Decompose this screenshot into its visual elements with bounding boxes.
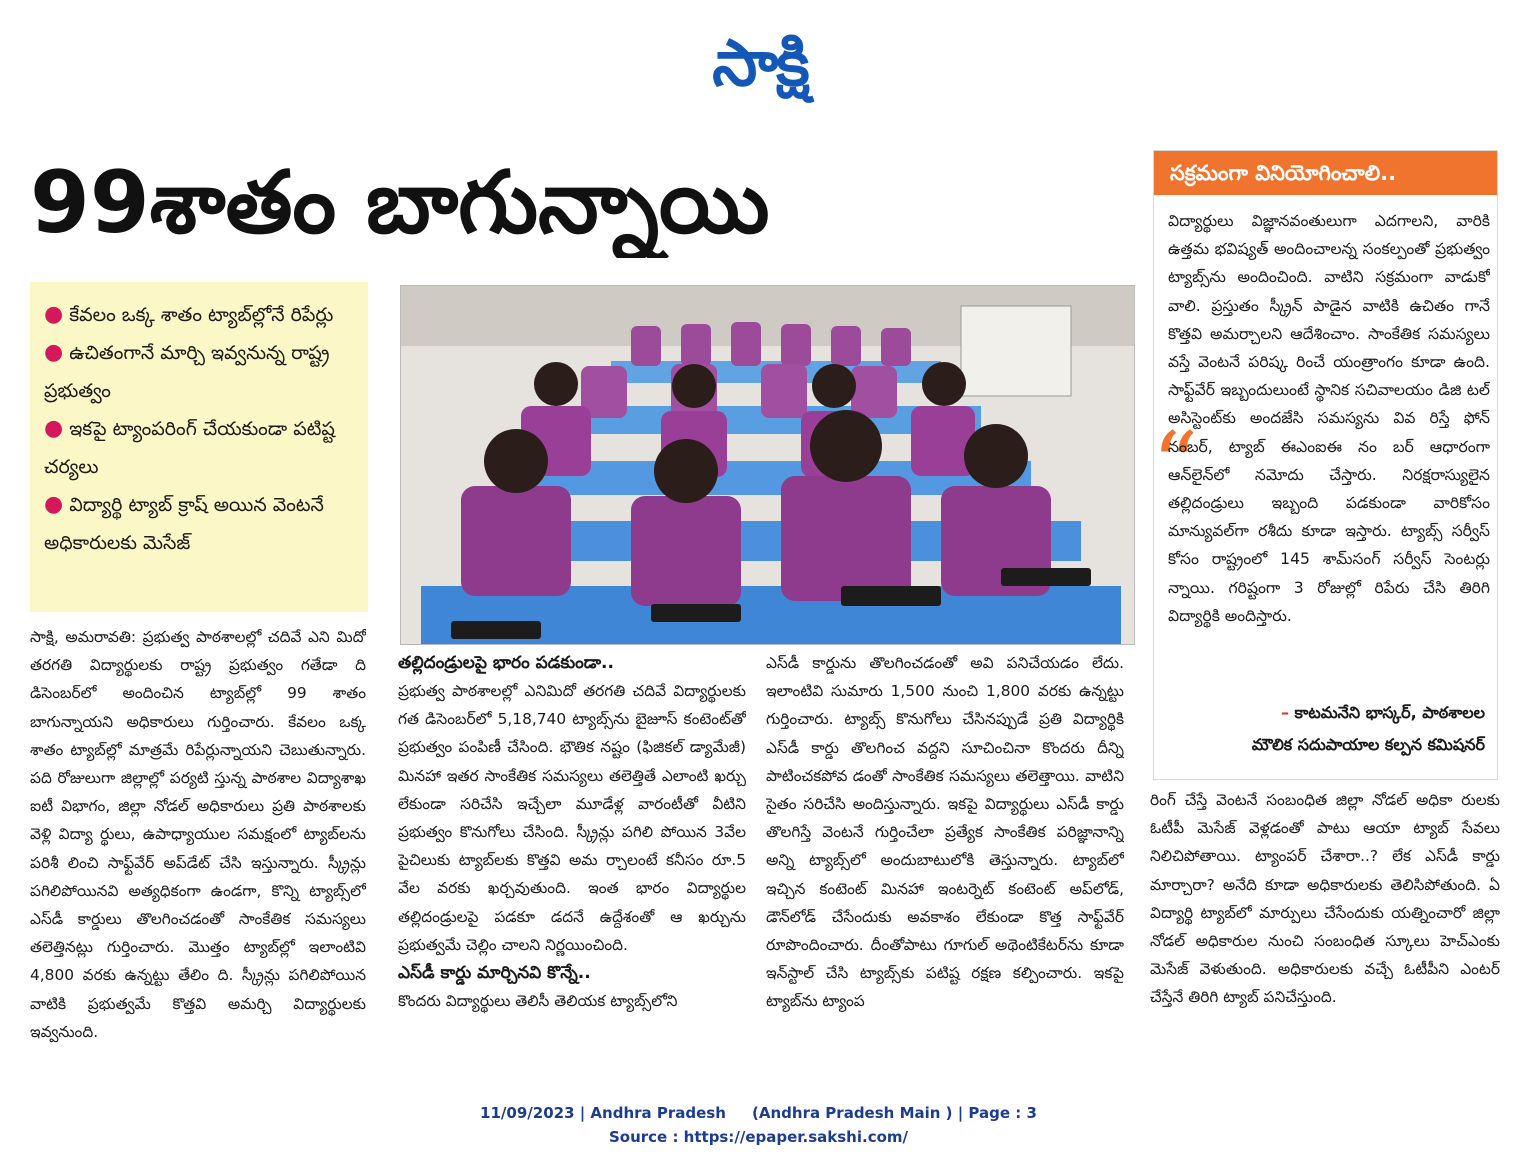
footer-date-edition: 11/09/2023 | Andhra Pradesh (Andhra Pradesh Main ) | Page : 3 [480,1104,1037,1122]
article-column-4 [1150,786,1500,1076]
masthead-logo: సాక్షి [712,27,808,101]
article-paragraph: ప్రభుత్వ పాఠశాలల్లో ఎనిమిదో తరగతి చదివే విద్యార్థులకు గత డిసెంబర్‌లో 5,18,740 ట్యాబ్స్‌ను బైజూస్ కంటెంట్‌తో ప్రభుత్వం పంపిణీ చేసింది. భౌతిక నష్టం (ఫిజికల్ డ్యామేజీ) మినహా ఇతర సాంకేతిక సమస్యలు తలెత్తితే ఎలాంటి ఖర్చు లేకుండా సరిచేసి ఇచ్చేలా మూడేళ్ల వారంటీతో వీటిని ప్రభుత్వం కొనుగోలు చేసింది. స్క్రీన్లు పగిలి పోయిన 3వేల పైచిలుకు ట్యాబ్‌లకు కొత్తవి అమ ర్చాలంటే కనీసం రూ.5 వేల వరకు ఖర్చవుతుంది. ఇంత భారం విద్యార్థుల తల్లిదండ్రులపై పడకూ డదనే ఉద్దేశంతో ఆ ఖర్చును ప్రభుత్వమే చెల్లిం చాలని నిర్ణయించింది. [398,682,746,954]
bullet-icon: ● [44,340,64,365]
bullet-icon: ● [44,302,64,327]
article-paragraph: సాక్షి, అమరావతి: ప్రభుత్వ పాఠశాలల్లో చదివే ఎని మిదో తరగతి విద్యార్థులకు రాష్ట్ర ప్రభుత్వం గతేడా ది డిసెంబర్‌లో అందించిన ట్యాబ్‌ల్లో 99 శాతం బాగున్నాయని అధికారులు గుర్తించారు. కేవలం ఒక్క శాతం ట్యాబ్‌ల్లో మాత్రమే రిపేర్లున్నాయని చెబుతున్నారు. పది రోజులుగా జిల్లాల్లో పర్యటి స్తున్న పాఠశాల విద్యాశాఖ ఐటీ విభాగం, జిల్లా నోడల్ అధికారులు ప్రతి పాఠశాలకు వెళ్లి విద్యా ర్థులు, ఉపాధ్యాయుల సమక్షంలో ట్యాబ్‌లను పరిశీ లించి సాఫ్ట్‌వేర్ అప్‌డేట్ చేసి ఇస్తున్నారు. స్క్రీన్లు పగిలిపోయినవి అత్యధికంగా ఉండగా, కొన్ని ట్యాబ్స్‌లో ఎస్‌డీ కార్డులు తొలగించడంతో సాంకేతిక సమస్యలు తలెత్తినట్లు గుర్తించారు. మొత్తం ట్యాబ్‌ల్లో ఇలాంటివి 4,800 వరకు ఉన్నట్టు తేలిం ది. స్క్రీన్లు పగిలిపోయిన వాటికి ప్రభుత్వమే కొత్తవి అమర్చి విద్యార్థులకు ఇవ్వనుంది. [30,628,366,1041]
quote-icon: “ [1152,413,1199,518]
highlight-item: ● విద్యార్థి ట్యాబ్ క్రాష్ అయిన వెంటనే అధికారులకు మెసేజ్ [44,492,324,554]
classroom-photo [400,285,1135,645]
sidebox-body: విద్యార్థులు విజ్ఞానవంతులుగా ఎదగాలని, వారికి ఉత్తమ భవిష్యత్ అందించాలన్న సంకల్పంతో ప్రభుత్వం ట్యాబ్స్‌ను అందించింది. వాటిని సక్రమంగా వాడుకో వాలి. ప్రస్తుతం స్క్రీన్ పాడైన వాటికి ఉచితం గానే కొత్తవి అమర్చాలని ఆదేశించాం. సాంకేతిక సమస్యలు వస్తే వెంటనే పరిష్క రించే యంత్రాంగం కూడా ఉంది. సాఫ్ట్‌వేర్ ఇబ్బందులుంటే స్థానిక సచివాలయం డిజి టల్ అసిస్టెంట్‌కు అందజేసి సమస్యను వివ రిస్తే ఫోన్ నంబర్, ట్యాబ్ ఈఎంఐఈ నం బర్ ఆధారంగా ఆన్‌లైన్‌లో నమోదు చేస్తారు. నిరక్షరాస్యులైన తల్లిదండ్రులు ఇబ్బంది పడకుండా వారికోసం మాన్యువల్‌గా రశీదు కూడా ఇస్తారు. ట్యాబ్స్ సర్వీస్ కోసం రాష్ట్రంలో 145 శామ్‌సంగ్ సర్వీస్ సెంటర్లు న్నాయి. గరిష్టంగా 3 రోజుల్లో రిపేరు చేసి తిరిగి విద్యార్థికి అందిస్తారు. [1168,212,1490,625]
highlight-item: ● కేవలం ఒక్క శాతం ట్యాబ్‌ల్లోనే రిపేర్లు [44,302,334,327]
footer-source-link[interactable]: Source : https://epaper.sakshi.com/ [608,1128,908,1146]
quote-sidebox [1153,150,1498,780]
highlight-item: ● ఇకపై ట్యాంపరింగ్ చేయకుండా పటిష్ట చర్యలు [44,416,335,478]
article-paragraph: ఎస్‌డీ కార్డును తొలగించడంతో అవి పనిచేయడం లేదు. ఇలాంటివి సుమారు 1,500 నుంచి 1,800 వరకు ఉన్నట్టు గుర్తించారు. ట్యాబ్స్ కొనుగోలు చేసినప్పుడే ప్రతి విద్యార్థికి ఎస్‌డీ కార్డు తొలగించ వద్దని సూచించినా కొందరు దీన్ని పాటించకపోవ డంతో సాంకేతిక సమస్యలు తలెత్తాయి. వాటిని సైతం సరిచేసి అందిస్తున్నారు. ఇకపై విద్యార్థులు ఎస్‌డీ కార్డు తొలగిస్తే వెంటనే గుర్తించేలా ప్రత్యేక సాంకేతిక పరిజ్ఞానాన్ని అన్ని ట్యాబ్స్‌లో అందుబాటులోకి తెస్తున్నారు. ట్యాబ్‌లో ఇచ్చిన కంటెంట్ మినహా ఇంటర్నెట్ కంటెంట్ అప్‌లోడ్, డౌన్‌లోడ్ చేసేందుకు అవకాశం లేకుండా కొత్త సాఫ్ట్‌వేర్ రూపొందించారు. దీంతోపాటు గూగుల్ అథెంటికేటర్‌ను కూడా ఇన్‌స్టాల్ చేసి ట్యాబ్స్‌కు పటిష్ట రక్షణ కల్పించారు. ఇకపై ట్యాబ్‌ను ట్యాంప [766,654,1124,1011]
highlight-item: ● ఉచితంగానే మార్చి ఇవ్వనున్న రాష్ట్ర ప్రభుత్వం [44,340,330,402]
headline: 99శాతం బాగున్నాయి [30,153,770,253]
highlights-box [30,282,368,612]
subheading: తల్లిదండ్రులపై భారం పడకుండా.. [398,653,614,673]
article-paragraph: రింగ్ చేస్తే వెంటనే సంబంధిత జిల్లా నోడల్ అధికా రులకు ఓటీపీ మెసేజ్ వెళ్లడంతో పాటు ఆయా ట్యాబ్ సేవలు నిలిచిపోతాయి. ట్యాంపర్ చేశారా..? లేక ఎస్‌డీ కార్డు మార్చారా? అనేది కూడా అధికారులకు తెలిసిపోతుంది. ఏ విద్యార్థి ట్యాబ్‌లో మార్పులు చేసేందుకు యత్నించారో జిల్లా నోడల్ అధికారుల నుంచి సంబంధిత స్కూలు హెచ్‌ఎంకు మెసేజ్ వెళుతుంది. అధికారులకు వచ్చే ఓటీపీని ఎంటర్ చేస్తేనే తిరిగి ట్యాబ్ పనిచేస్తుంది. [1150,791,1500,1007]
article-column-1 [30,623,366,1063]
byline-name-text: కాటమనేని భాస్కర్, పాఠశాలల [1294,703,1485,722]
bullet-icon: ● [44,492,64,517]
classroom-photo-illustration [401,286,1134,644]
byline-name [1281,703,1485,726]
sidebox-title: సక్రమంగా వినియోగించాలి.. [1154,151,1497,195]
byline-title: మౌలిక సదుపాయాల కల్పన కమిషనర్ [1251,735,1485,754]
article-paragraph: కొందరు విద్యార్థులు తెలిసీ తెలియక ట్యాబ్స్‌లోని [398,992,678,1011]
subheading: ఎస్‌డీ కార్డు మార్చినవి కొన్నే.. [398,963,591,984]
bullet-icon: ● [44,416,64,441]
article-column-2 [398,649,746,1069]
article-column-3 [766,649,1124,1069]
byline-dash: – [1280,703,1289,722]
